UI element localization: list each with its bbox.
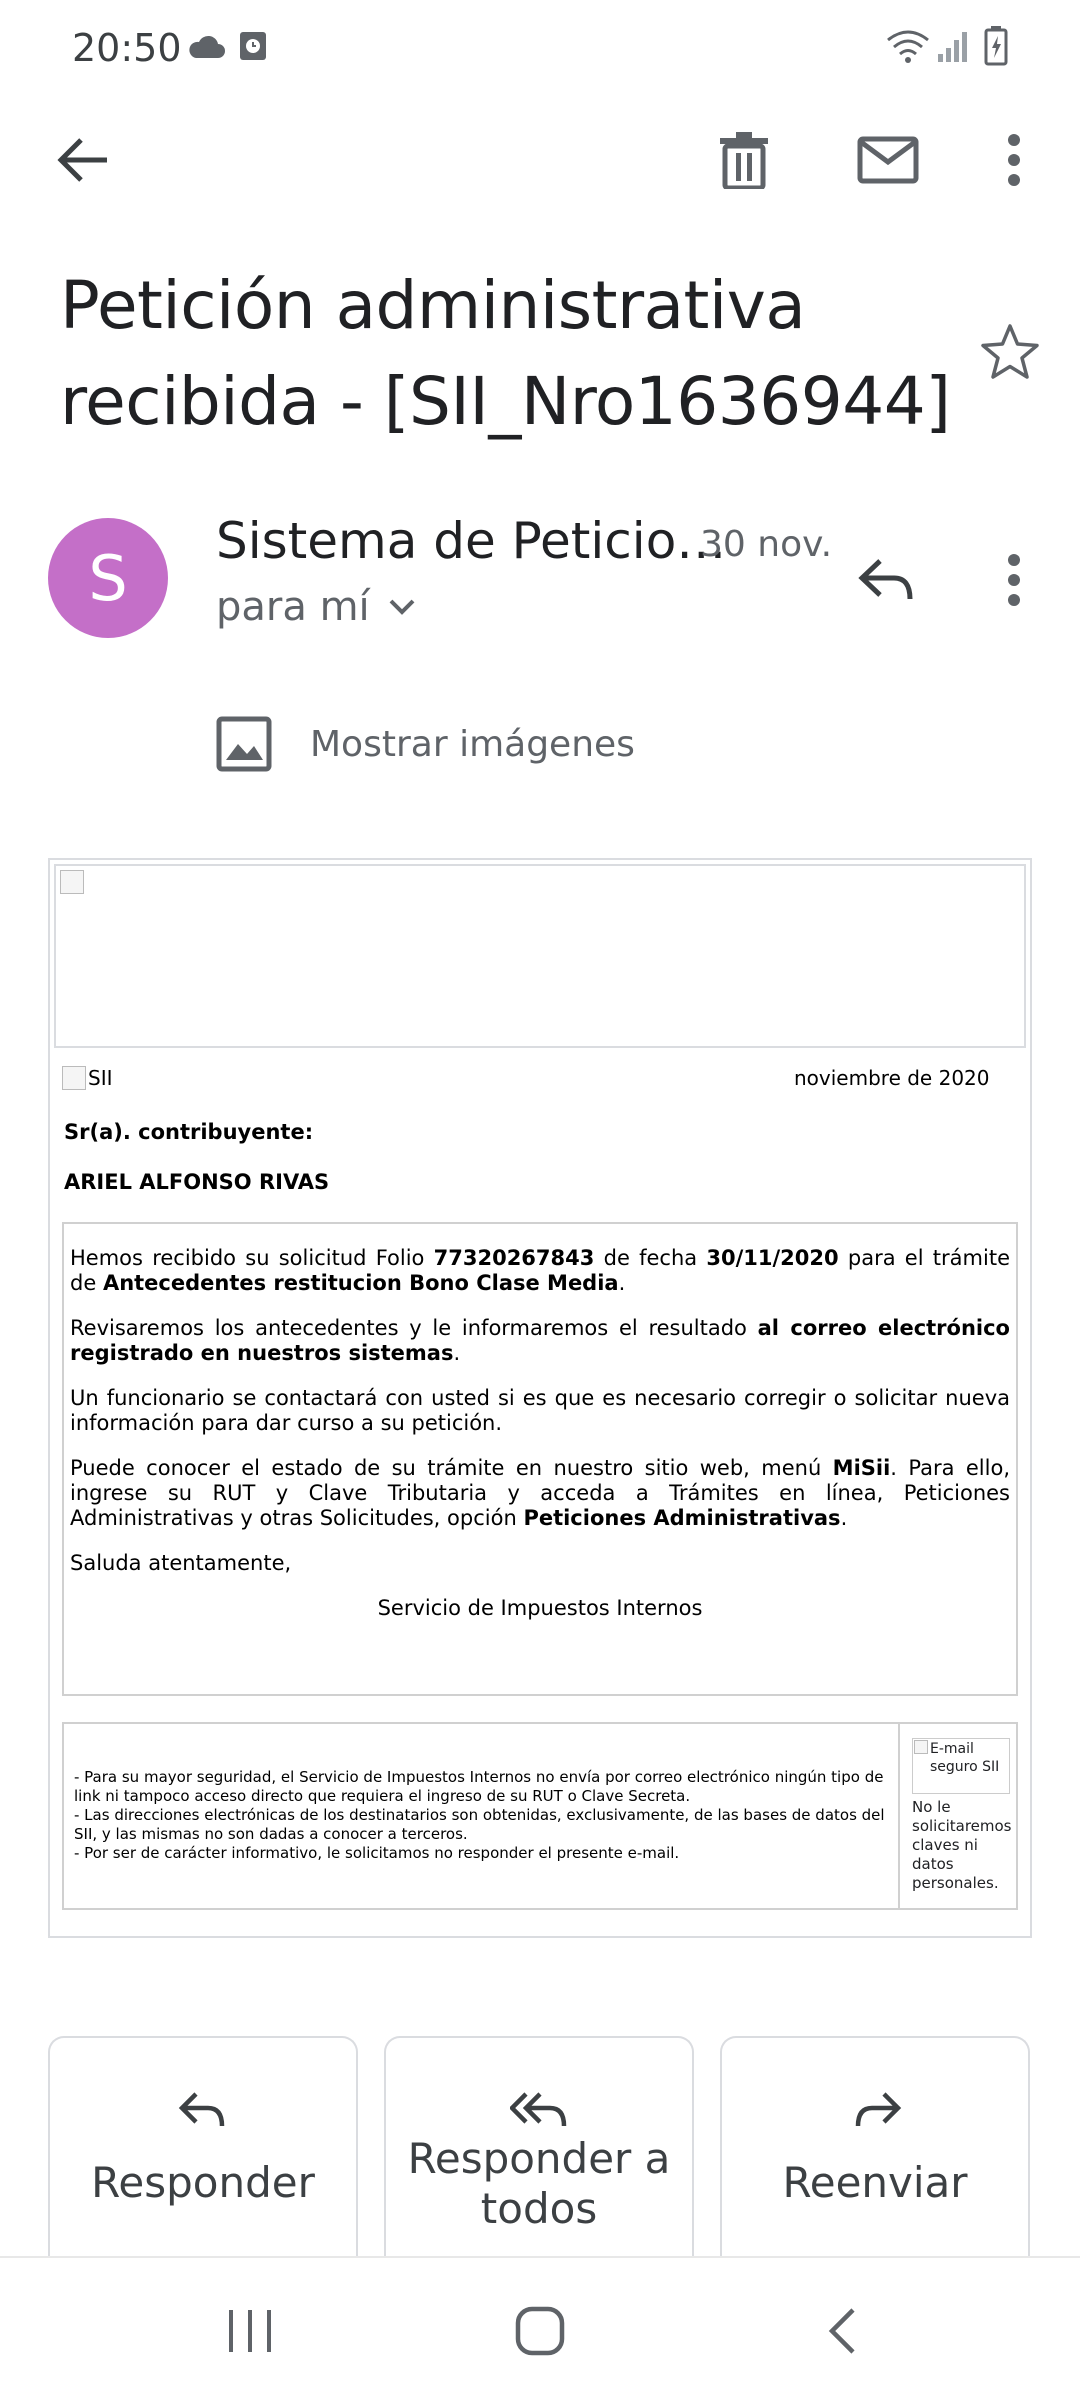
p4-text-a: Puede conocer el estado de su trámite en nuestro sitio web, menú (70, 1456, 833, 1480)
security-note-1: - Para su mayor seguridad, el Servicio de Impuestos Internos no envía por correo electrónico ningún tipo de link ni tampoco acceso directo que requiera el ingreso de su RUT o Clave Secreta. (74, 1768, 884, 1805)
p4-text-c: . (840, 1506, 848, 1530)
more-options-button[interactable] (964, 110, 1064, 210)
broken-image-icon (914, 1740, 928, 1754)
folio-number: 77320267843 (433, 1246, 595, 1270)
chevron-down-icon (388, 598, 416, 616)
show-images-label: Mostrar imágenes (310, 723, 635, 765)
paragraph-4 (70, 1456, 1010, 1531)
back-chevron-icon (827, 2307, 857, 2355)
message-more-button[interactable] (964, 530, 1064, 630)
back-button[interactable] (32, 110, 132, 210)
closing: Saluda atentamente, (70, 1551, 292, 1575)
sii-logo-placeholder (62, 1066, 113, 1090)
signature: Servicio de Impuestos Internos (377, 1596, 703, 1620)
forward-label: Reenviar (782, 2158, 968, 2207)
procedure-name: Antecedentes restitucion Bono Clase Media (102, 1271, 619, 1295)
banner-image-placeholder (54, 864, 1026, 1048)
letter-date: noviembre de 2020 (794, 1066, 990, 1090)
recipient-details-toggle[interactable] (216, 584, 416, 630)
home-icon (515, 2306, 565, 2356)
p1-text-a: Hemos recibido su solicitud Folio (70, 1246, 434, 1270)
email-subject: Petición administrativa recibida - [SII_Nro1636944] (60, 267, 951, 440)
secure-text: No le solicitaremos claves ni datos personales. (912, 1798, 1012, 1892)
recents-icon (227, 2308, 273, 2354)
secure-image-alt: E-mail seguro SII (930, 1741, 1000, 1775)
misii-menu: MiSii (832, 1456, 891, 1480)
forward-card-button[interactable] (720, 2036, 1030, 2276)
more-vert-icon (1007, 134, 1021, 186)
recent-apps-button[interactable] (200, 2288, 300, 2374)
p1-text-c: para el trámite de (70, 1246, 1010, 1295)
alarm-icon (238, 30, 268, 62)
paragraph-3: Un funcionario se contactará con usted si es que es necesario corregir o solicitar nueva información para dar curso a su petición. (70, 1386, 1010, 1435)
broken-image-icon (60, 870, 84, 894)
p1-text-d: . (618, 1271, 626, 1295)
option-name: Peticiones Administrativas (523, 1506, 841, 1530)
recipient-label: para mí (216, 584, 370, 630)
status-time: 20:50 (72, 26, 182, 70)
battery-charging-icon (984, 26, 1008, 66)
trash-icon (720, 131, 768, 189)
delete-button[interactable] (694, 110, 794, 210)
signal-icon (936, 30, 970, 62)
star-button[interactable] (960, 312, 1060, 392)
more-vert-icon (1007, 554, 1021, 606)
p2-bold: al correo electrónico registrado en nuestros sistemas (70, 1316, 1010, 1365)
email-date: 30 nov. (700, 524, 833, 565)
mark-unread-button[interactable] (838, 110, 938, 210)
security-note-3: - Por ser de carácter informativo, le solicitamos no responder el presente e-mail. (74, 1844, 680, 1862)
home-button[interactable] (490, 2288, 590, 2374)
secure-email-badge (902, 1724, 1016, 1908)
reply-label: Responder (91, 2158, 315, 2207)
forward-icon (852, 2090, 902, 2130)
security-note-2: - Las direcciones electrónicas de los destinatarios son obtenidas, exclusivamente, de las bases de datos del SII, y las mismas no son dadas a conocer a terceros. (74, 1806, 885, 1843)
show-images-button[interactable] (216, 716, 635, 772)
paragraph-2 (70, 1316, 1010, 1366)
reply-button[interactable] (836, 530, 936, 630)
cloud-icon (186, 34, 226, 60)
sender-name: Sistema de Peticio… (216, 512, 727, 570)
security-notes (64, 1724, 900, 1908)
email-body (48, 858, 1032, 1938)
p4-text-b: . Para ello, ingrese su RUT y Clave Tributaria y acceda a Trámites en línea, Peticiones Administrativas y otras Solicitudes, opción (70, 1456, 1010, 1530)
message-box (62, 1222, 1018, 1696)
wifi-icon (886, 28, 930, 64)
mail-icon (857, 136, 919, 184)
request-date: 30/11/2020 (706, 1246, 839, 1270)
secure-image-placeholder (912, 1738, 1010, 1794)
sender-avatar: S (48, 518, 168, 638)
security-footer (62, 1722, 1018, 1910)
recipient-name: ARIEL ALFONSO RIVAS (64, 1170, 330, 1194)
reply-icon (858, 557, 914, 603)
system-nav-bar (0, 2256, 1080, 2402)
reply-icon (178, 2090, 228, 2130)
p2-text-a: Revisaremos los antecedentes y le informaremos el resultado (70, 1316, 758, 1340)
sii-logo-alt: SII (88, 1066, 113, 1090)
image-icon (216, 716, 272, 772)
reply-all-card-button[interactable] (384, 2036, 694, 2276)
broken-image-icon (62, 1066, 86, 1090)
paragraph-1 (70, 1246, 1010, 1296)
star-outline-icon (980, 323, 1040, 381)
status-bar (0, 0, 1080, 100)
p1-text-b: de fecha (594, 1246, 707, 1270)
salutation: Sr(a). contribuyente: (64, 1120, 314, 1144)
reply-card-button[interactable] (48, 2036, 358, 2276)
arrow-back-icon (55, 136, 109, 184)
reply-all-label: Responder a todos (407, 2134, 671, 2233)
back-nav-button[interactable] (792, 2288, 892, 2374)
reply-all-icon (510, 2090, 570, 2130)
p2-text-c: . (453, 1341, 461, 1365)
